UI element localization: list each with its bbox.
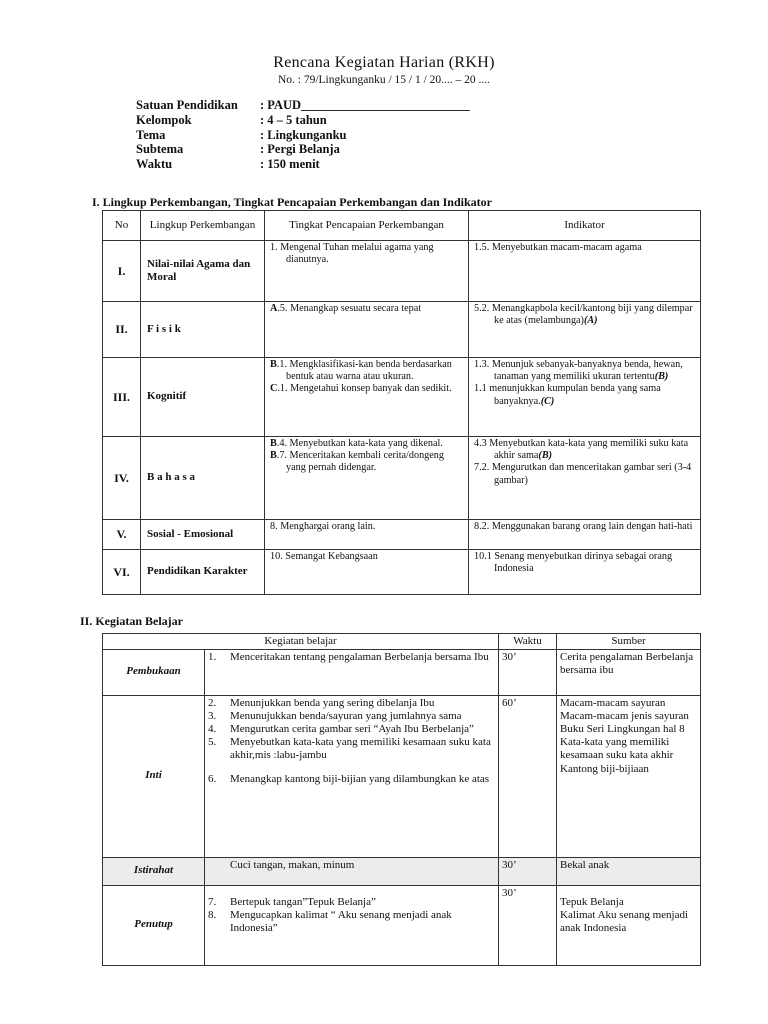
time-value: 30’	[499, 857, 557, 885]
table-row	[103, 649, 701, 695]
indicator-item	[472, 303, 697, 327]
activity-item	[208, 859, 495, 872]
achievement-item	[268, 303, 465, 315]
achievement-text: Menangkap sesuatu secara tepat	[290, 303, 422, 314]
development-table	[102, 210, 701, 595]
indicator-item	[472, 462, 697, 486]
activity-number: 2.	[208, 696, 217, 709]
achievement-cell	[265, 358, 469, 437]
col-header-tpp: Tingkat Pencapaian Perkembangan	[265, 211, 469, 241]
achievement-item	[268, 551, 465, 563]
source-item: Cerita pengalaman Berbelanja bersama ibu	[560, 650, 694, 676]
activity-cell	[205, 885, 499, 965]
activity-number	[208, 859, 230, 872]
indicator-cell	[469, 550, 701, 595]
info-value: : 4 – 5 tahun	[260, 112, 327, 127]
activity-item	[208, 736, 495, 762]
col-header-time: Waktu	[499, 634, 557, 650]
achievement-code: B	[270, 438, 277, 449]
time-value: 60’	[499, 695, 557, 857]
indicator-text: Menyebutkan kata-kata yang memiliki suku kata akhir sama	[489, 438, 689, 462]
col-header-no: No	[103, 211, 141, 241]
info-value: : 150 menit	[260, 157, 320, 172]
activity-text: Cuci tangan, makan, minum	[230, 858, 355, 871]
indicator-number: 1.5.	[474, 242, 490, 253]
indicator-number: 7.2.	[474, 462, 490, 474]
col-header-indicator: Indikator	[469, 211, 701, 241]
source-cell	[557, 857, 701, 885]
activity-item	[208, 651, 495, 664]
table-row	[103, 302, 701, 358]
source-item: Bekal anak	[560, 858, 610, 871]
achievement-cell	[265, 550, 469, 595]
row-number: III.	[103, 358, 141, 437]
indicator-text: Menangkapbola kecil/kantong biji yang dilempar ke atas (melambunga)	[491, 303, 693, 327]
indicator-tag: (B)	[538, 450, 553, 462]
source-item: Macam-macam jenis sayuran	[560, 709, 689, 722]
development-area: Nilai-nilai Agama dan Moral	[141, 241, 265, 302]
achievement-number: .4.	[276, 438, 287, 449]
achievement-code: B	[270, 359, 277, 370]
section1-heading: I. Lingkup Perkembangan, Tingkat Pencapaian Perkembangan dan Indikator	[92, 195, 492, 209]
activity-number: 3.	[208, 709, 217, 722]
source-cell	[557, 885, 701, 965]
row-number: VI.	[103, 550, 141, 595]
achievement-number: .5.	[277, 303, 288, 314]
indicator-cell	[469, 241, 701, 302]
achievement-cell	[265, 437, 469, 520]
activity-text: Mengurutkan cerita gambar seri “Ayah Ibu Berbelanja”	[230, 722, 474, 735]
activity-item	[208, 723, 495, 736]
row-number: V.	[103, 520, 141, 550]
achievement-number: 8.	[270, 521, 278, 532]
spacer	[208, 887, 495, 896]
development-area: Sosial - Emosional	[141, 520, 265, 550]
activity-number: 5.	[208, 736, 217, 749]
phase-label: Istirahat	[103, 857, 205, 885]
document-title: Rencana Kegiatan Harian (RKH)	[273, 54, 495, 71]
development-area: Kognitif	[141, 358, 265, 437]
row-number: II.	[103, 302, 141, 358]
info-label: Kelompok	[136, 112, 192, 127]
activity-text: Mengucapkan kalimat “ Aku senang menjadi anak Indonesia”	[230, 908, 452, 934]
indicator-text: Mengurutkan dan menceritakan gambar seri (3-4 gambar)	[491, 462, 692, 486]
time-value: 30’	[499, 885, 557, 965]
indicator-text: Menggunakan barang orang lain dengan hati-hati	[491, 521, 693, 532]
development-area: B a h a s a	[141, 437, 265, 520]
indicator-tag: (A)	[583, 315, 598, 327]
table-row	[103, 885, 701, 965]
table-row	[103, 437, 701, 520]
achievement-item	[268, 438, 465, 450]
row-number: I.	[103, 241, 141, 302]
indicator-tag: (C)	[540, 395, 555, 407]
achievement-number: .1.	[277, 383, 288, 395]
indicator-item	[472, 438, 697, 462]
info-value: : Lingkunganku	[260, 127, 347, 142]
activity-item	[208, 909, 495, 935]
indicator-item	[472, 242, 697, 254]
source-item: Kalimat Aku senang menjadi anak Indonesia	[560, 908, 689, 934]
section2-heading: II. Kegiatan Belajar	[80, 614, 183, 628]
source-item: Macam-macam sayuran	[560, 696, 666, 709]
indicator-item	[472, 383, 697, 407]
time-value: 30’	[499, 649, 557, 695]
achievement-number: .7.	[276, 450, 287, 462]
source-item: Kata-kata yang memiliki kesamaan suku kata akhir	[560, 736, 674, 762]
indicator-item	[472, 521, 697, 533]
source-cell	[557, 649, 701, 695]
achievement-item	[268, 383, 465, 395]
table-row	[103, 520, 701, 550]
info-label: Satuan Pendidikan	[136, 98, 238, 112]
indicator-item	[472, 551, 697, 575]
indicator-number: 1.3.	[474, 359, 490, 370]
indicator-number: 5.2.	[474, 303, 490, 314]
development-area: F i s i k	[141, 302, 265, 358]
activity-number: 7.	[208, 895, 217, 908]
achievement-item	[268, 521, 465, 533]
indicator-number: 8.2.	[474, 521, 490, 532]
achievement-number: 1.	[270, 242, 278, 253]
indicator-number: 4.3	[474, 438, 487, 449]
achievement-code: B	[270, 450, 277, 462]
activity-text: Menunujukkan benda/sayuran yang jumlahnya sama	[230, 709, 462, 722]
document-number: No. : 79/Lingkunganku / 15 / 1 / 20.... – 20 ....	[277, 74, 491, 86]
achievement-item	[268, 359, 465, 383]
activity-number: 8.	[208, 908, 217, 921]
indicator-item	[472, 359, 697, 383]
info-value: : Pergi Belanja	[260, 142, 340, 157]
activity-number: 1.	[208, 650, 217, 663]
activity-text: Bertepuk tangan”Tepuk Belanja”	[230, 895, 376, 908]
col-header-area: Lingkup Perkembangan	[141, 211, 265, 241]
table-row	[103, 241, 701, 302]
phase-label: Pembukaan	[103, 649, 205, 695]
source-item: Tepuk Belanja	[560, 895, 624, 908]
spacer	[560, 887, 697, 896]
indicator-text: Senang menyebutkan dirinya sebagai orang Indonesia	[494, 551, 673, 575]
achievement-number: .1.	[276, 359, 287, 370]
achievement-number: 10.	[270, 551, 283, 562]
achievement-text: Menghargai orang lain.	[280, 521, 376, 532]
table-row	[103, 358, 701, 437]
indicator-text: menunjukkan kumpulan benda yang sama banyaknya.	[489, 383, 661, 407]
activity-text: Menunjukkan benda yang sering dibelanja Ibu	[230, 696, 435, 709]
activity-text: Menyebutkan kata-kata yang memiliki kesamaan suku kata akhir,mis :labu-jambu	[230, 736, 491, 762]
achievement-text: Mengetahui konsep banyak dan sedikit.	[290, 383, 452, 395]
source-item: Buku Seri Lingkungan hal 8	[560, 722, 685, 735]
col-header-source: Sumber	[557, 634, 701, 650]
indicator-text: Menunjuk sebanyak-banyaknya benda, hewan, tanaman yang memiliki ukuran tertentu	[491, 359, 683, 383]
table-row	[103, 550, 701, 595]
source-cell	[557, 695, 701, 857]
activity-table	[102, 633, 701, 966]
achievement-text: Mengenal Tuhan melalui agama yang dianutnya.	[280, 242, 434, 266]
activity-number: 6.	[208, 772, 217, 785]
activity-cell	[205, 695, 499, 857]
indicator-number: 1.1	[474, 383, 487, 395]
indicator-number: 10.1	[474, 551, 492, 562]
activity-item	[208, 697, 495, 710]
activity-item	[208, 773, 495, 786]
activity-text: Menangkap kantong biji-bijian yang dilambungkan ke atas	[230, 772, 490, 785]
achievement-code: A	[270, 303, 278, 314]
activity-cell	[205, 649, 499, 695]
info-label: Tema	[136, 127, 166, 142]
activity-item	[208, 710, 495, 723]
activity-number: 4.	[208, 722, 217, 735]
phase-label: Inti	[103, 695, 205, 857]
col-header-activity: Kegiatan belajar	[103, 634, 499, 650]
achievement-item	[268, 450, 465, 474]
phase-label: Penutup	[103, 885, 205, 965]
indicator-cell	[469, 358, 701, 437]
achievement-cell	[265, 241, 469, 302]
development-area: Pendidikan Karakter	[141, 550, 265, 595]
achievement-cell	[265, 520, 469, 550]
indicator-cell	[469, 520, 701, 550]
activity-item	[208, 896, 495, 909]
indicator-cell	[469, 302, 701, 358]
indicator-text: Menyebutkan macam-macam agama	[491, 242, 642, 253]
achievement-text: Semangat Kebangsaan	[285, 551, 378, 562]
achievement-cell	[265, 302, 469, 358]
info-label: Subtema	[136, 142, 184, 157]
source-item: Kantong biji-bijiaan	[560, 762, 649, 775]
activity-cell	[205, 857, 499, 885]
table-row	[103, 857, 701, 885]
table-row	[103, 695, 701, 857]
achievement-text: Mengklasifikasi-kan benda berdasarkan bentuk atau warna atau ukuran.	[286, 359, 452, 383]
info-label: Waktu	[136, 157, 173, 172]
achievement-text: Menceritakan kembali cerita/dongeng yang pernah didengar.	[286, 450, 444, 474]
achievement-item	[268, 242, 465, 266]
achievement-code: C	[270, 383, 278, 395]
activity-text: Menceritakan tentang pengalaman Berbelanja bersama Ibu	[230, 650, 489, 663]
row-number: IV.	[103, 437, 141, 520]
achievement-text: Menyebutkan kata-kata yang dikenal.	[289, 438, 443, 449]
indicator-cell	[469, 437, 701, 520]
info-value: : PAUD___________________________	[260, 98, 470, 112]
indicator-tag: (B)	[654, 371, 669, 383]
